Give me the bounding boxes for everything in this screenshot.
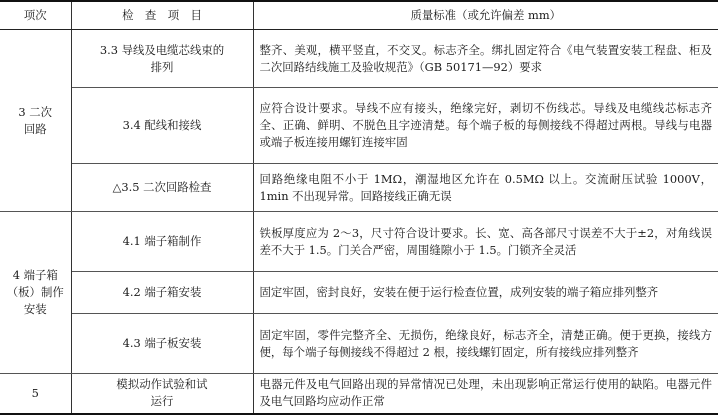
item-cell [71,374,253,414]
item-cell: △3.5 二次回路检查 [71,164,253,212]
item-label: 3.3 导线及电缆芯线束的排列 [99,42,225,74]
category-cell [0,212,71,374]
item-cell: 4.1 端子箱制作 [71,212,253,272]
category-cell: 5 [0,374,71,414]
standard-cell: 电器元件及电气回路出现的异常情况已处理，未出现影响正常运行使用的缺陷。电器元件及电气回路均应动作正常 [253,374,718,414]
header-item: 检 查 项 目 [71,1,253,30]
standard-cell: 铁板厚度应为 2～3，尺寸符合设计要求。长、宽、高各部尺寸误差不大于±2，对角线误差不大于 1.5。门关合严密，周围缝隙小于 1.5。门锁齐全灵活 [253,212,718,272]
table-header-row [0,1,718,30]
item-cell [71,30,253,88]
standard-cell: 回路绝缘电阻不小于 1MΩ，潮湿地区允许在 0.5MΩ 以上。交流耐压试验 1000V，1min 不出现异常。回路接线正确无误 [253,164,718,212]
item-cell: 3.4 配线和接线 [71,88,253,164]
item-label: 模拟动作试验和试运行 [116,377,208,409]
table-row [0,374,718,414]
category-label: 3 二次回路 [18,104,53,136]
standard-cell: 应符合设计要求。导线不应有接头，绝缘完好，剥切不伤线芯。导线及电缆线芯标志齐全、正确、鲜明、不脱色且字迹清楚。每个端子板的每侧接线不得超过两根。导线与电器或端子板连接用螺钉连接牢固 [253,88,718,164]
table-row [0,164,718,212]
table-row [0,314,718,374]
standard-cell: 固定牢固，零件完整齐全、无损伤，绝缘良好，标志齐全，清楚正确。便于更换，接线方便，每个端子每侧接线不得超过 2 根，接线螺钉固定，所有接线应排列整齐 [253,314,718,374]
table-row [0,88,718,164]
header-standard: 质量标准（或允许偏差 mm） [253,1,718,30]
table-row [0,30,718,88]
item-cell: 4.2 端子箱安装 [71,272,253,314]
standard-cell: 整齐、美观，横平竖直，不交叉。标志齐全。绑扎固定符合《电气装置安装工程盘、柜及二次回路结线施工及验收规范》（GB 50171—92）要求 [253,30,718,88]
item-cell: 4.3 端子板安装 [71,314,253,374]
standard-cell: 固定牢固，密封良好，安装在便于运行检查位置，成列安装的端子箱应排列整齐 [253,272,718,314]
category-label: 4 端子箱（板）制作安装 [6,268,64,316]
table-row [0,272,718,314]
header-category: 项次 [0,1,71,30]
table-row [0,212,718,272]
category-cell [0,30,71,212]
